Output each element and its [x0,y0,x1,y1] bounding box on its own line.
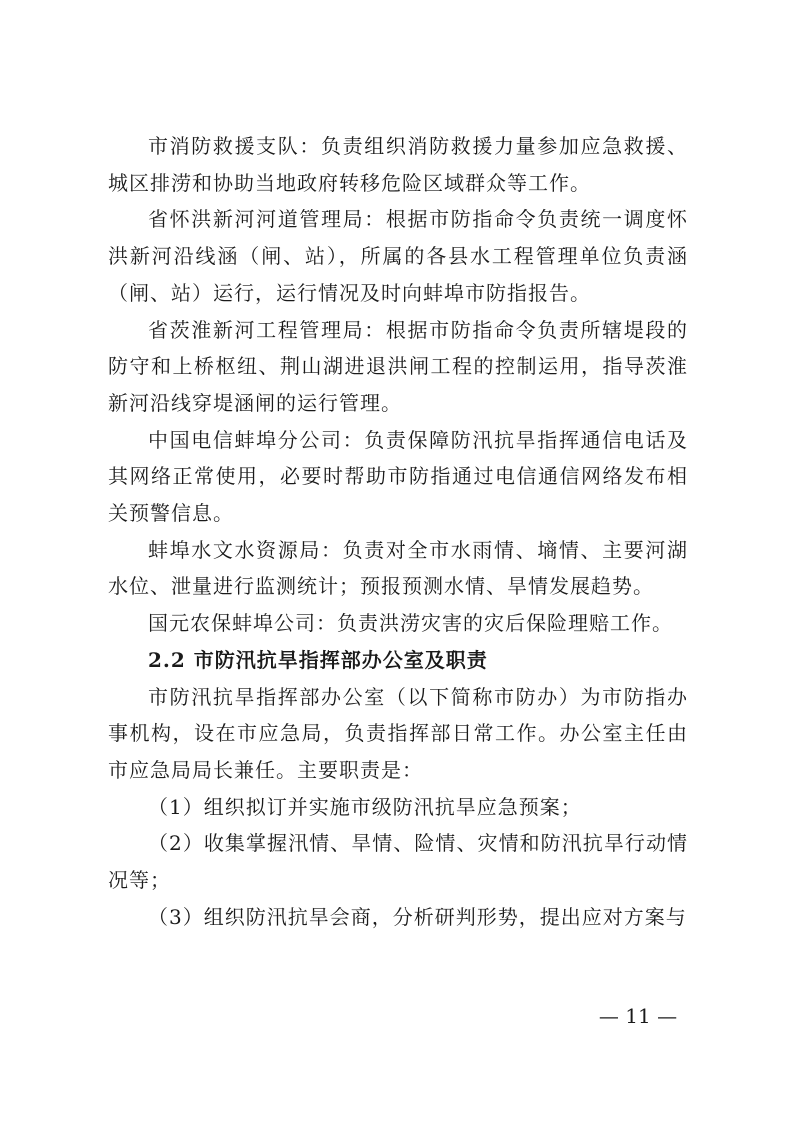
document-body [108,128,688,935]
paragraph-duty-1: （1）组织拟订并实施市级防汛抗旱应急预案； [148,794,582,819]
page-number: — 11 — [598,1004,678,1028]
paragraph-duty-2: （2）收集掌握汛情、旱情、险情、灾情和防汛抗旱行动情况等； [108,831,688,893]
paragraph-fire-rescue: 市消防救援支队：负责组织消防救援力量参加应急救援、城区排涝和协助当地政府转移危险区域群众等工作。 [108,134,688,195]
paragraph-guoyuan-insurance: 国元农保蚌埠公司：负责洪涝灾害的灾后保险理赔工作。 [148,611,673,636]
paragraph-china-telecom: 中国电信蚌埠分公司：负责保障防汛抗旱指挥通信电话及其网络正常使用，必要时帮助市防指通过电信通信网络发布相关预警信息。 [108,427,688,526]
paragraph-office-intro: 市防汛抗旱指挥部办公室（以下简称市防办）为市防指办事机构，设在市应急局，负责指挥部日常工作。办公室主任由市应急局局长兼任。主要职责是： [108,684,688,782]
paragraph-huaihong-river: 省怀洪新河河道管理局：根据市防指命令负责统一调度怀洪新河沿线涵（闸、站），所属的各县水工程管理单位负责涵（闸、站）运行，运行情况及时向蚌埠市防指报告。 [108,207,688,305]
paragraph-cihuai-river: 省茨淮新河工程管理局：根据市防指命令负责所辖堤段的防守和上桥枢纽、荆山湖进退洪闸工程的控制运用，指导茨淮新河沿线穿堤涵闸的运行管理。 [108,317,688,415]
paragraph-hydrology-bureau: 蚌埠水文水资源局：负责对全市水雨情、墒情、主要河湖水位、泄量进行监测统计；预报预测水情、旱情发展趋势。 [108,537,688,599]
paragraph-duty-3: （3）组织防汛抗旱会商，分析研判形势，提出应对方案与 [148,904,687,929]
section-heading-2-2: 2.2 市防汛抗旱指挥部办公室及职责 [148,647,488,672]
